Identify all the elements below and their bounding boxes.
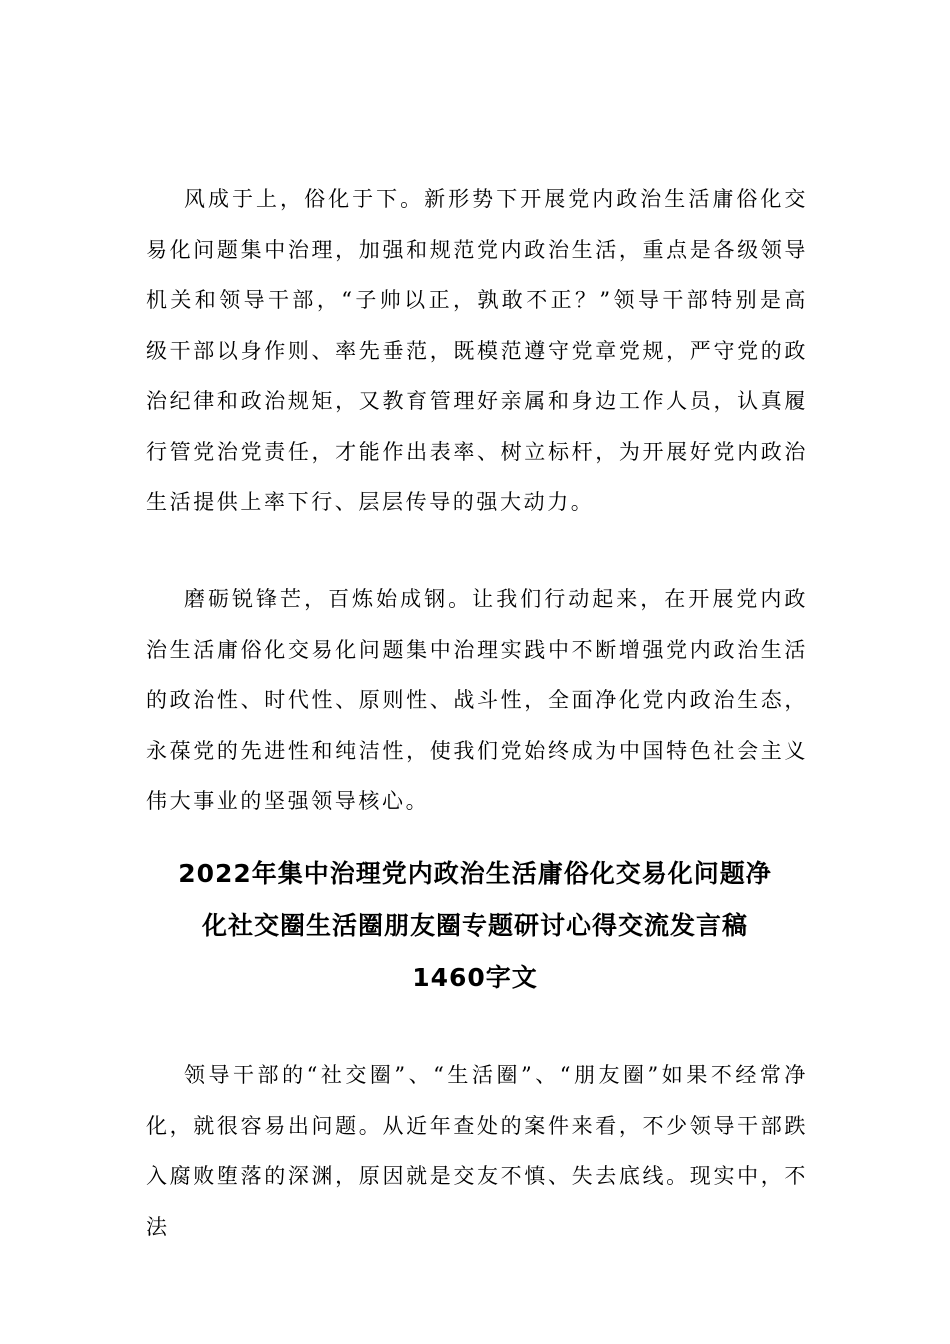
body-paragraph-3: 领导干部的“社交圈”、“生活圈”、“朋友圈”如果不经常净化，就很容易出问题。从近年查处的案件来看，不少领导干部跌入腐败堕落的深渊，原因就是交友不慎、失去底线。现实中，不法: [146, 1063, 808, 1239]
body-paragraph-1: 风成于上，俗化于下。新形势下开展党内政治生活庸俗化交易化问题集中治理，加强和规范党内政治生活，重点是各级领导机关和领导干部，“子帅以正，孰敢不正？”领导干部特别是高级干部以身作则、率先垂范，既模范遵守党章党规，严守党的政治纪律和政治规矩，又教育管理好亲属和身边工作人员，认真履行管党治党责任，才能作出表率、树立标杆，为开展好党内政治生活提供上率下行、层层传导的强大动力。: [146, 187, 808, 514]
section-heading: [120, 848, 830, 1004]
body-paragraph-2: 磨砺锐锋芒，百炼始成钢。让我们行动起来，在开展党内政治生活庸俗化交易化问题集中治理实践中不断增强党内政治生活的政治性、时代性、原则性、战斗性，全面净化党内政治生态，永葆党的先进性和纯洁性，使我们党始终成为中国特色社会主义伟大事业的坚强领导核心。: [146, 587, 808, 813]
heading-line-2: 化社交圈生活圈朋友圈专题研讨心得交流发言稿: [201, 911, 748, 940]
heading-line-1: 2022年集中治理党内政治生活庸俗化交易化问题净: [178, 859, 772, 888]
heading-line-3: 1460字文: [412, 963, 538, 992]
